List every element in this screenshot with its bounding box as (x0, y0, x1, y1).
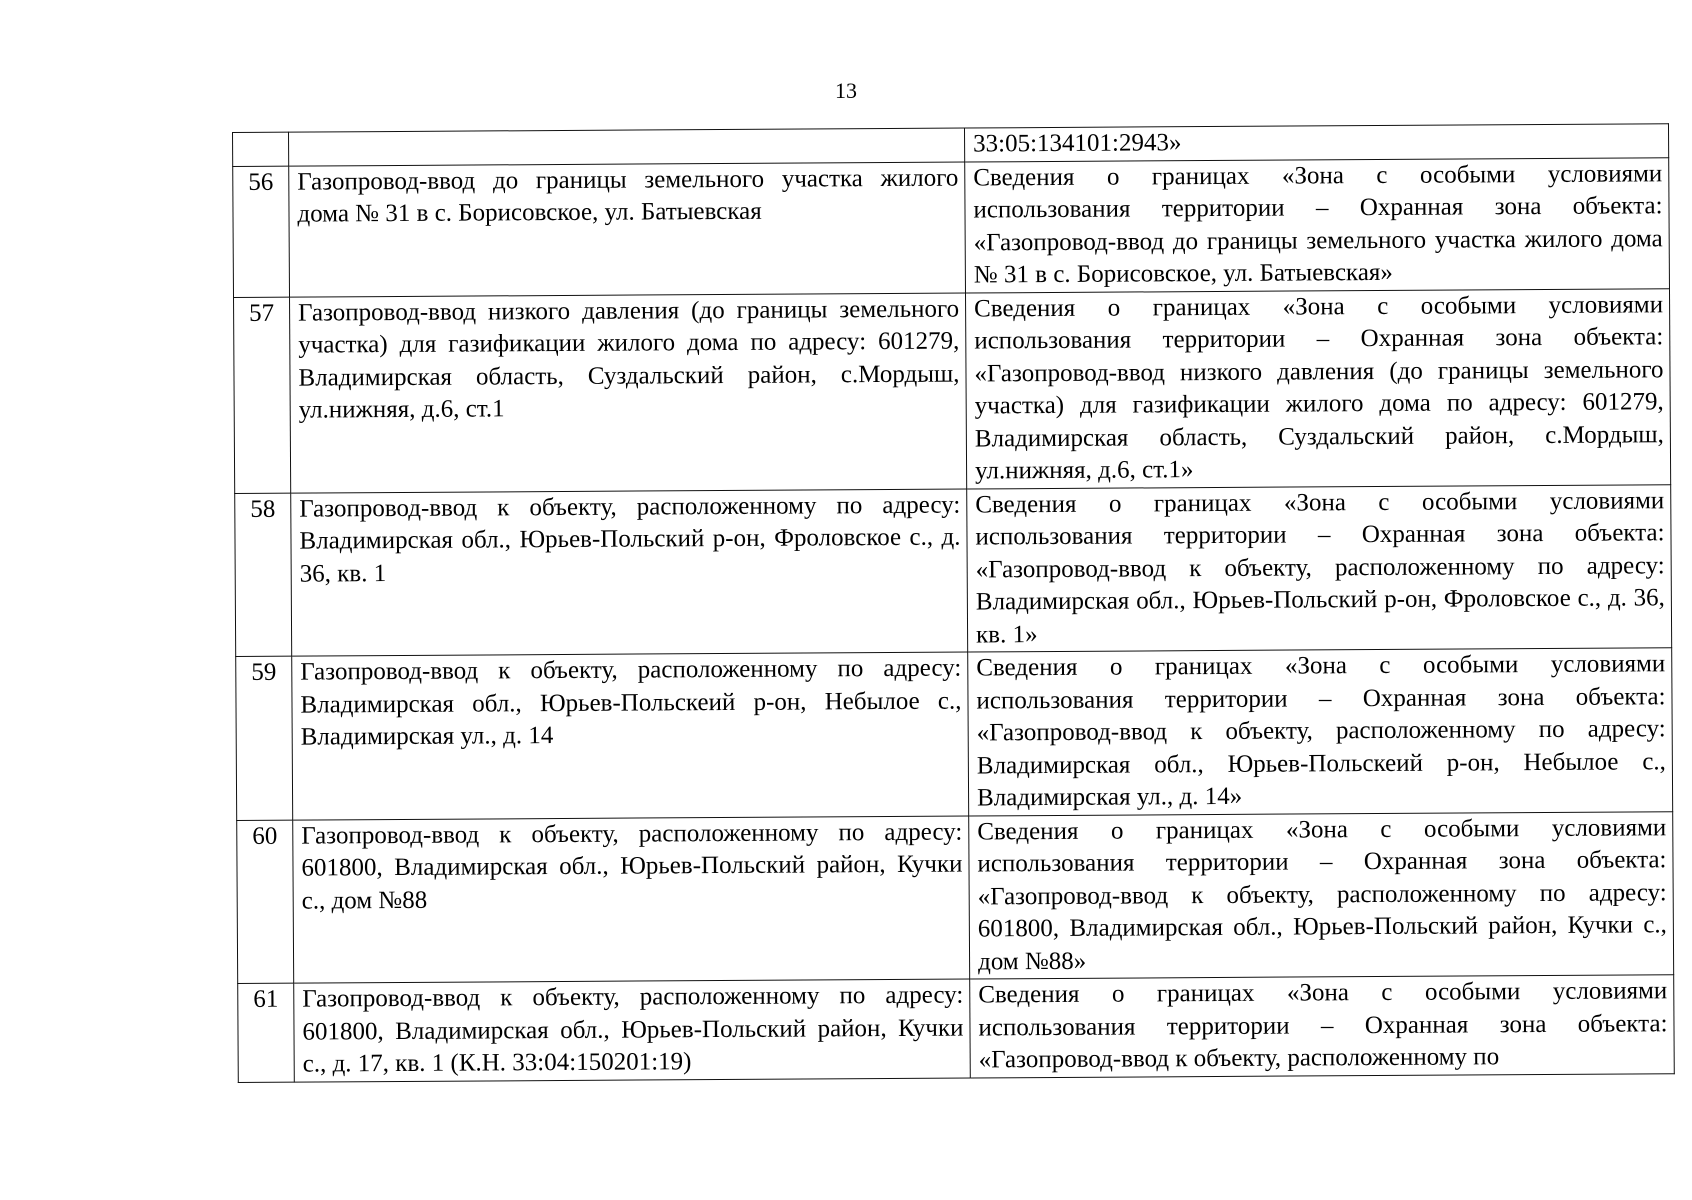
page-number: 13 (835, 78, 857, 103)
row-number (233, 132, 289, 166)
zone-info: Сведения о границах «Зона с особыми условиями использования территории – Охранная зона объекта: «Газопровод-ввод до границы земельного участка жилого дома № 31 в с. Борисовское, ул. Батыевская» (965, 157, 1670, 292)
object-name: Газопровод-ввод к объекту, расположенному по адресу: 601800, Владимирская обл., Юрьев-Польский район, Кучки с., д. 17, кв. 1 (К.Н. 33:04:150201:19) (294, 979, 971, 1082)
zone-info: Сведения о границах «Зона с особыми условиями использования территории – Охранная зона объекта: «Газопровод-ввод к объекту, расположенному по адресу: Владимирская обл., Юрьев-Польскеий р-он, Небылое с., Владимирская ул., д. 14» (968, 648, 1673, 816)
table-row (235, 484, 1672, 656)
table-row (234, 288, 1671, 493)
zone-info: 33:05:134101:2943» (964, 124, 1668, 162)
table-row (233, 157, 1670, 297)
zone-info: Сведения о границах «Зона с особыми условиями использования территории – Охранная зона объекта: «Газопровод-ввод к объекту, расположенному по адресу: Владимирская обл., Юрьев-Польский р-он, Фроловское с., д. 36, кв. 1» (967, 484, 1672, 652)
table-row (237, 811, 1674, 983)
row-number: 59 (236, 656, 293, 820)
zone-info: Сведения о границах «Зона с особыми условиями использования территории – Охранная зона объекта: «Газопровод-ввод к объекту, расположенному по адресу: 601800, Владимирская обл., Юрьев-Польский район, Кучки с., дом №88» (969, 811, 1674, 979)
row-number: 58 (235, 493, 292, 657)
object-name: Газопровод-ввод к объекту, расположенному по адресу: 601800, Владимирская обл., Юрьев-Польский район, Кучки с., дом №88 (293, 816, 970, 984)
object-name: Газопровод-ввод к объекту, расположенному по адресу: Владимирская обл., Юрьев-Польский р-он, Фроловское с., д. 36, кв. 1 (291, 489, 968, 657)
object-name: Газопровод-ввод к объекту, расположенному по адресу: Владимирская обл., Юрьев-Польскеий р-он, Небылое с., Владимирская ул., д. 14 (292, 652, 969, 820)
object-name: Газопровод-ввод до границы земельного участка жилого дома № 31 в с. Борисовское, ул. Батыевская (289, 162, 966, 297)
object-name (289, 128, 965, 166)
row-number: 61 (238, 983, 295, 1082)
row-number: 57 (234, 297, 291, 493)
object-name: Газопровод-ввод низкого давления (до границы земельного участка) для газификации жилого дома по адресу: 601279, Владимирская область, Суздальский район, с.Мордыш, ул.нижняя, д.6, ст.1 (290, 293, 967, 493)
row-number: 60 (237, 820, 294, 984)
row-number: 56 (233, 166, 290, 297)
table-row (238, 975, 1675, 1082)
zone-info: Сведения о границах «Зона с особыми условиями использования территории – Охранная зона объекта: «Газопровод-ввод к объекту, расположенному по (970, 975, 1675, 1078)
zone-info: Сведения о границах «Зона с особыми условиями использования территории – Охранная зона объекта: «Газопровод-ввод низкого давления (до границы земельного участка) для газификации жилого дома по адресу: 601279, Владимирская область, Суздальский район, с.Мордыш, ул.нижняя, д.6, ст.1» (965, 288, 1670, 488)
zones-table (232, 123, 1675, 1082)
table-row (236, 648, 1673, 820)
